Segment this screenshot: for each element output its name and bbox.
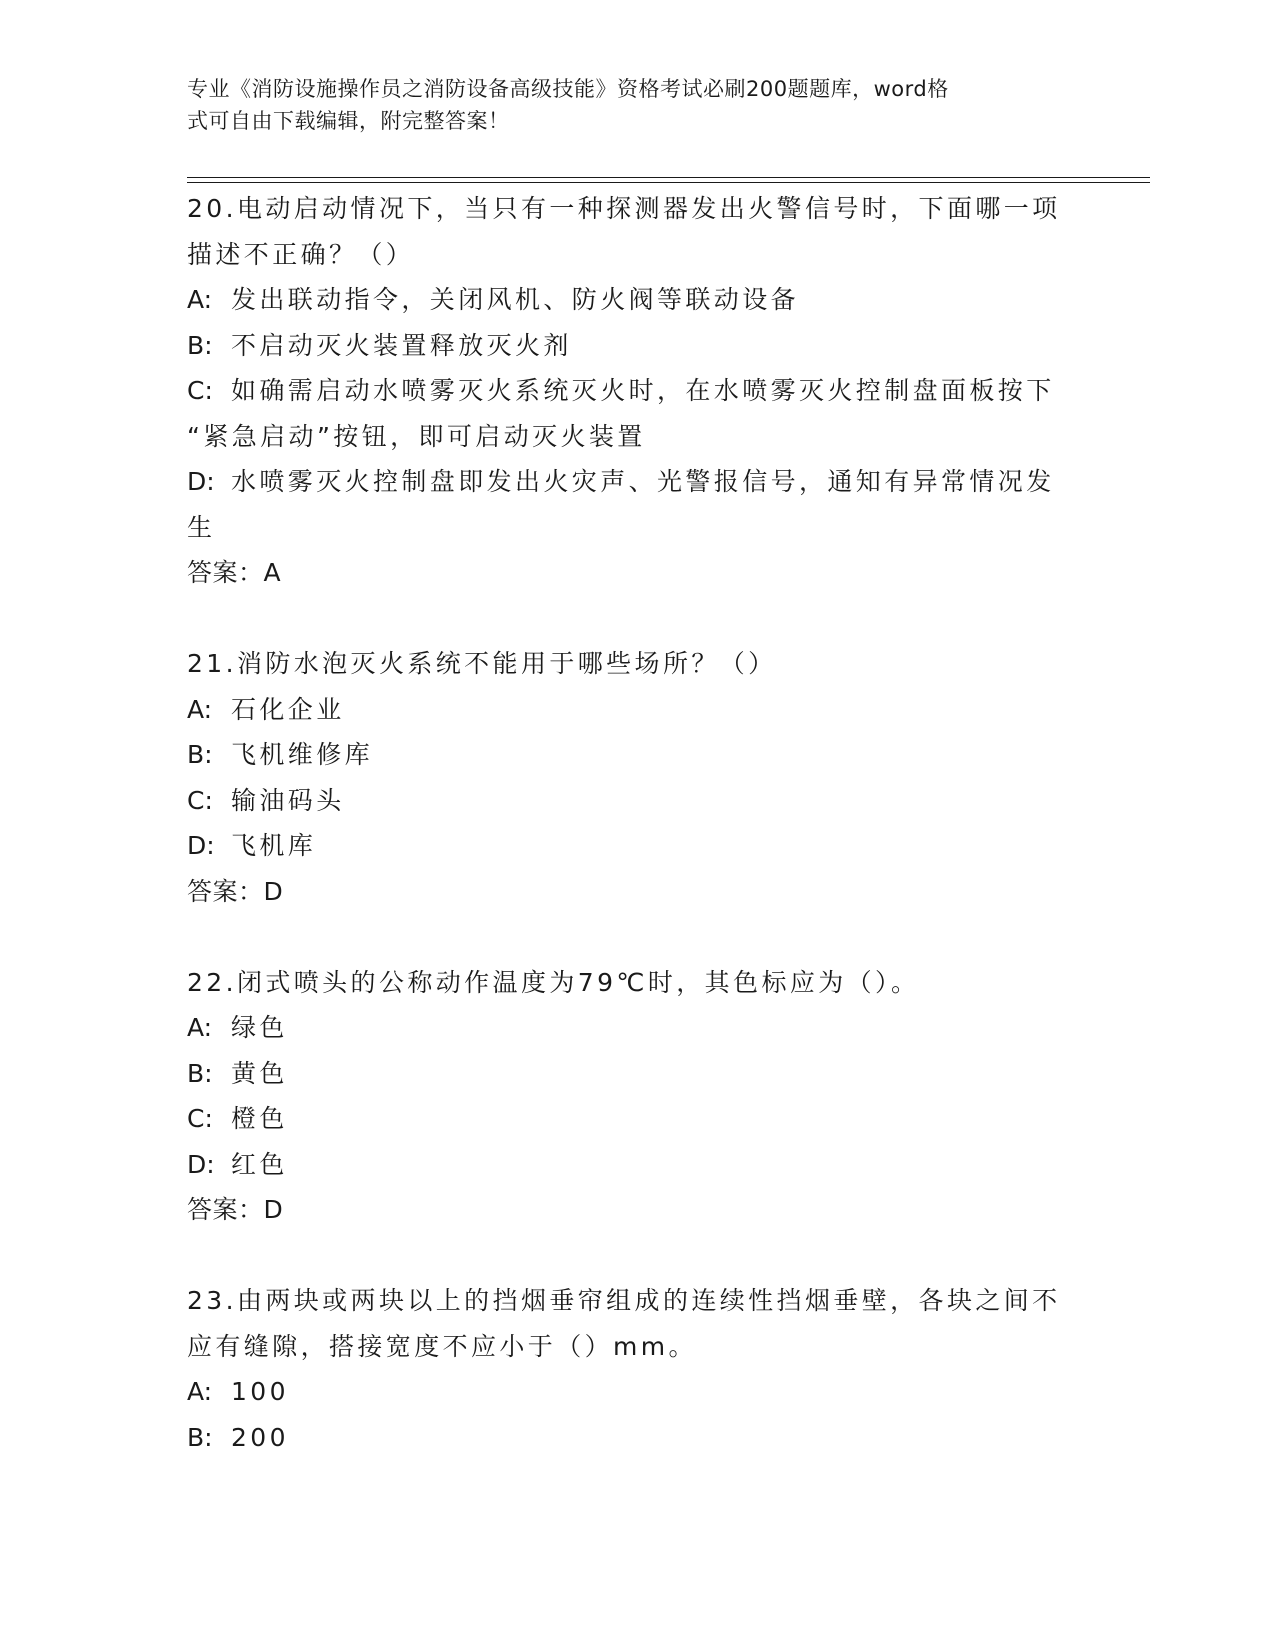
option-text: 不启动灭火装置释放灭火剂 <box>231 330 572 360</box>
option-c <box>187 368 1087 414</box>
option-label: A: <box>187 694 213 724</box>
option-c-continued: “紧急启动”按钮，即可启动灭火装置 <box>187 421 646 451</box>
answer: 答案：D <box>187 1195 284 1224</box>
question-text-line: 22.闭式喷头的公称动作温度为79℃时，其色标应为（）。 <box>187 967 920 997</box>
spacer <box>187 596 1087 642</box>
option-label: D: <box>187 467 215 496</box>
answer: 答案：D <box>187 876 284 906</box>
answer: 答案：A <box>187 558 282 587</box>
option-text: 红色 <box>231 1149 288 1179</box>
question-list <box>187 186 1087 1460</box>
option-label: A: <box>187 1013 213 1042</box>
option-label: D: <box>187 831 215 860</box>
option-b <box>187 1051 1087 1097</box>
question-text-line: 应有缝隙，搭接宽度不应小于（）mm。 <box>187 1331 697 1361</box>
option-text: 200 <box>231 1422 289 1452</box>
question-21 <box>187 641 1087 914</box>
option-d <box>187 459 1087 505</box>
option-text: 输油码头 <box>231 785 345 815</box>
spacer <box>187 914 1087 960</box>
option-d-continued: 生 <box>187 512 216 542</box>
option-b <box>187 732 1087 778</box>
option-label: C: <box>187 785 213 815</box>
question-22 <box>187 960 1087 1233</box>
option-a <box>187 277 1087 323</box>
header-divider-bottom <box>187 182 1150 183</box>
option-label: D: <box>187 1149 215 1179</box>
option-c <box>187 778 1087 824</box>
header-divider-top <box>187 177 1150 178</box>
option-label: B: <box>187 330 213 360</box>
option-label: C: <box>187 376 213 405</box>
option-text: 发出联动指令，关闭风机、防火阀等联动设备 <box>231 285 800 314</box>
option-label: A: <box>187 285 213 314</box>
option-text: 100 <box>231 1377 289 1406</box>
option-text: 水喷雾灭火控制盘即发出火灾声、光警报信号，通知有异常情况发 <box>231 467 1055 496</box>
option-a <box>187 1005 1087 1051</box>
question-text-line: 20.电动启动情况下，当只有一种探测器发出火警信号时，下面哪一项 <box>187 194 1061 223</box>
option-text: 黄色 <box>231 1058 288 1088</box>
header-line-1: 专业《消防设施操作员之消防设备高级技能》资格考试必刷200题题库，word格 <box>187 77 949 101</box>
option-label: B: <box>187 740 213 769</box>
option-a <box>187 687 1087 733</box>
option-label: C: <box>187 1104 213 1133</box>
option-text: 飞机库 <box>231 831 317 860</box>
option-text: 飞机维修库 <box>231 740 374 769</box>
option-label: A: <box>187 1377 213 1406</box>
option-a <box>187 1369 1087 1415</box>
option-text: 橙色 <box>231 1104 288 1133</box>
spacer <box>187 1233 1087 1279</box>
option-d <box>187 1142 1087 1188</box>
option-label: B: <box>187 1058 213 1088</box>
question-text-line: 描述不正确？（） <box>187 239 415 269</box>
header-line-2: 式可自由下载编辑，附完整答案！ <box>187 109 510 133</box>
option-text: 绿色 <box>231 1013 288 1042</box>
option-b <box>187 323 1087 369</box>
option-label: B: <box>187 1422 213 1452</box>
question-text-line: 23.由两块或两块以上的挡烟垂帘组成的连续性挡烟垂壁，各块之间不 <box>187 1286 1061 1315</box>
question-20 <box>187 186 1087 596</box>
option-d <box>187 823 1087 869</box>
option-c <box>187 1096 1087 1142</box>
option-text: 石化企业 <box>231 694 345 724</box>
option-text: 如确需启动水喷雾灭火系统灭火时，在水喷雾灭火控制盘面板按下 <box>231 376 1055 405</box>
question-23 <box>187 1278 1087 1460</box>
question-text-line: 21.消防水泡灭火系统不能用于哪些场所？（） <box>187 649 777 678</box>
option-b <box>187 1415 1087 1461</box>
document-header <box>187 73 1087 137</box>
